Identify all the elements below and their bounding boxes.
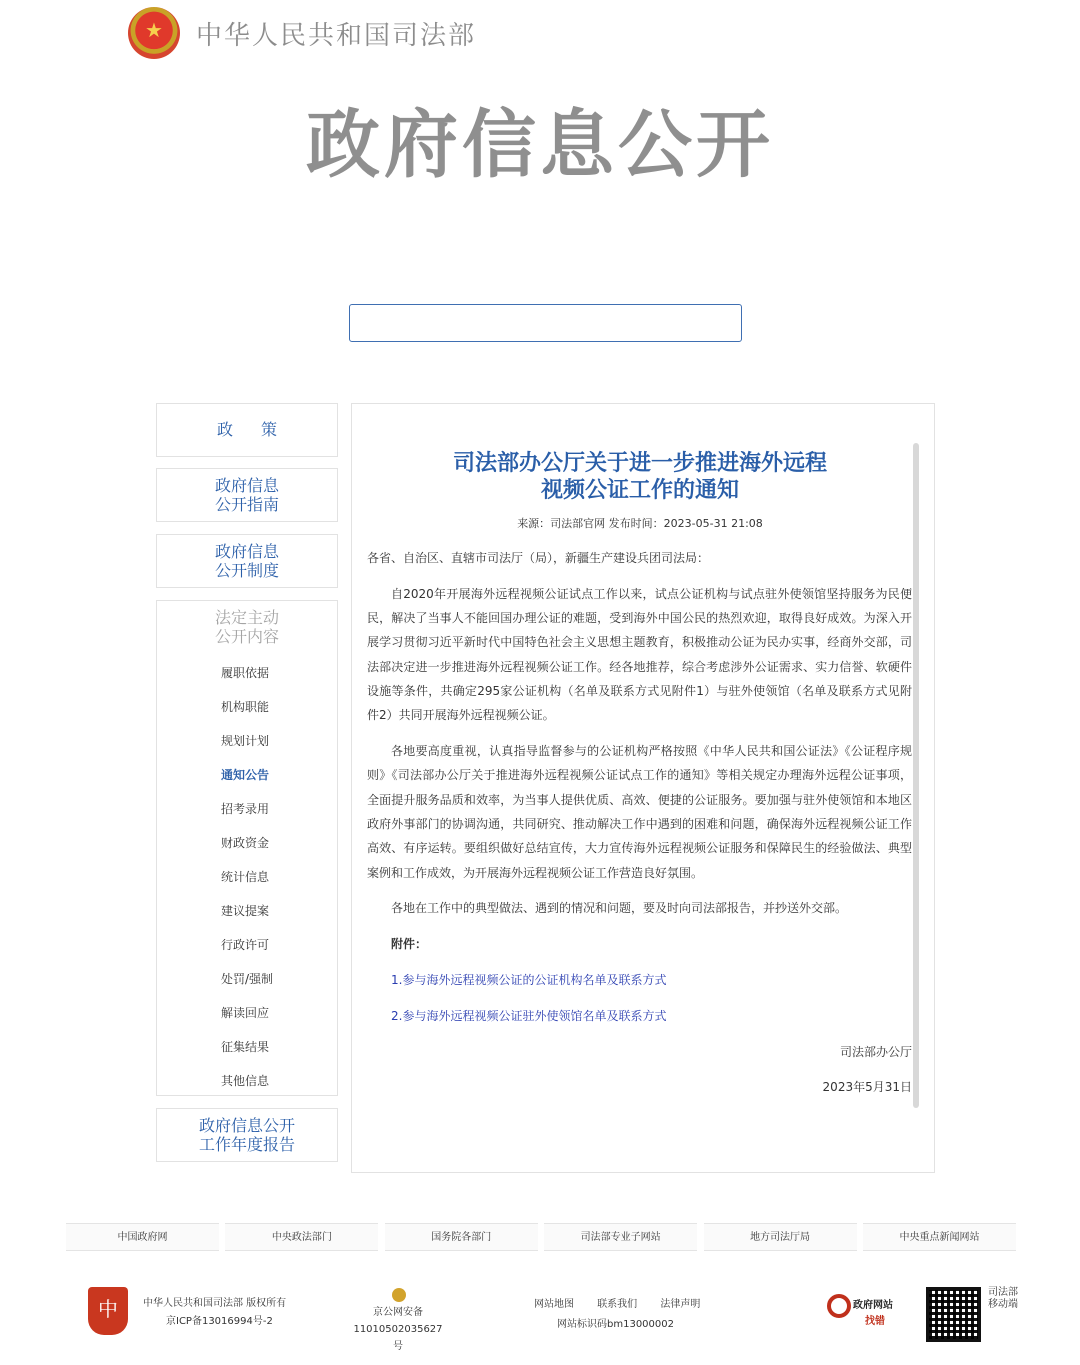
article-paragraph: 各地要高度重视，认真指导监督参与的公证机构严格按照《中华人民共和国公证法》《公证程序规则》《司法部办公厅关于推进海外远程视频公证试点工作的通知》等相关规定办理海外远程公证事项，全面提升服务品质和效率，为当事人提供优质、高效、便捷的公证服务。要加强与驻外使领馆和本地区政府外事部门的协调沟通，共同研究、推动解决工作中遇到的困难和问题，确保海外远程视频公证工作高效、有序运转。要组织做好总结宣传，大力宣传海外远程视频公证服务和保障民生的经验做法、典型案例和工作成效，为开展海外远程视频公证工作营造良好氛围。 (367, 744, 912, 880)
gov-site-error-report-badge[interactable] (825, 1292, 905, 1328)
nav-sub-item-current[interactable]: 通知公告 (221, 768, 270, 782)
nav-item-policy[interactable] (156, 403, 338, 457)
party-emblem-icon: 中 (88, 1287, 128, 1335)
nav-item-system[interactable] (156, 534, 338, 588)
article-salutation: 各省、自治区、直辖市司法厅（局），新疆生产建设兵团司法局： (367, 551, 710, 565)
nav-item-label: 公开指南 (214, 495, 279, 514)
article-signer: 司法部办公厅 (839, 1044, 912, 1059)
icp-link[interactable]: 京ICP备13016994号-2 (166, 1316, 273, 1327)
nav-item-label: 政府信息 (214, 476, 279, 495)
site-name[interactable]: 中华人民共和国司法部 (196, 20, 477, 51)
nav-sub-item[interactable]: 建议提案 (221, 904, 270, 918)
sitemap-link[interactable]: 网站地图 (534, 1299, 574, 1310)
contact-link[interactable]: 联系我们 (597, 1299, 638, 1310)
attachment-link-1[interactable]: 1.参与海外远程视频公证的公证机构名单及联系方式 (391, 972, 667, 987)
nav-item-label: 政府信息 (214, 542, 279, 561)
nav-item-annual-report[interactable] (156, 1108, 338, 1162)
article-title-line: 视频公证工作的通知 (540, 478, 739, 503)
nav-sub-item[interactable]: 处罚/强制 (221, 972, 274, 986)
attachment-link-2[interactable]: 2.参与海外远程视频公证驻外使领馆名单及联系方式 (391, 1008, 667, 1023)
related-link-select[interactable]: 中央重点新闻网站 (863, 1223, 1016, 1251)
site-code: 网站标识码bm13000002 (557, 1319, 674, 1330)
nav-sub-item[interactable]: 征集结果 (221, 1040, 270, 1054)
footer-copyright (143, 1295, 286, 1331)
legal-link[interactable]: 法律声明 (660, 1299, 701, 1310)
magnifier-icon (827, 1294, 851, 1318)
badge-text: 政府网站 (853, 1300, 893, 1311)
article-body (367, 546, 912, 1100)
article-paragraph: 自2020年开展海外远程视频公证试点工作以来，试点公证机构与试点驻外使领馆坚持服务为民便民，解决了当事人不能回国办理公证的难题，受到海外中国公民的热烈欢迎，取得良好成效。为深入开展学习贯彻习近平新时代中国特色社会主义思想主题教育，积极推动公证为民办实事，经商外交部，司法部决定进一步推进海外远程视频公证工作。经各地推荐，综合考虑涉外公证需求、实力信誉、软硬件设施等条件，共确定295家公证机构（名单及联系方式见附件1）与驻外使领馆（名单及联系方式见附件2）共同开展海外远程视频公证。 (367, 586, 912, 723)
nav-item-label: 政府信息公开 (198, 1116, 295, 1135)
page-title: 政府信息公开 (306, 102, 774, 188)
badge-text: 找错 (865, 1316, 885, 1327)
national-emblem-icon (128, 7, 180, 59)
nav-sub-item[interactable]: 履职依据 (221, 666, 270, 680)
article-paragraph: 各地在工作中的典型做法、遇到的情况和问题，要及时向司法部报告，并抄送外交部。 (391, 901, 848, 916)
nav-sub-item[interactable]: 其他信息 (221, 1074, 270, 1088)
nav-sub-item[interactable]: 规划计划 (221, 734, 270, 748)
police-badge-icon (392, 1288, 406, 1302)
nav-sub-item[interactable]: 招考录用 (221, 802, 270, 816)
police-record-number: 11010502035627号 (353, 1324, 443, 1352)
copyright-text: 中华人民共和国司法部 版权所有 (143, 1298, 287, 1309)
nav-group-label[interactable]: 法定主动 (214, 608, 279, 627)
qr-code-icon (926, 1287, 981, 1342)
site-header[interactable] (128, 4, 476, 62)
related-link-select[interactable]: 中央政法部门 (225, 1223, 378, 1251)
footer-police-record[interactable] (350, 1304, 446, 1355)
nav-sub-list (157, 656, 337, 1098)
qr-label-line: 移动端 (988, 1299, 1018, 1310)
nav-item-label: 公开制度 (214, 561, 279, 580)
attachments-label: 附件： (391, 937, 428, 952)
article-date: 2023年5月31日 (822, 1080, 912, 1095)
article-title (366, 450, 914, 504)
nav-item-guide[interactable] (156, 468, 338, 522)
nav-sub-item[interactable]: 解读回应 (221, 1006, 270, 1020)
nav-sub-item[interactable]: 机构职能 (221, 700, 270, 714)
nav-sub-item[interactable]: 财政资金 (221, 836, 270, 850)
article-title-line: 司法部办公厅关于进一步推进海外远程 (452, 451, 827, 476)
related-link-select[interactable]: 国务院各部门 (385, 1223, 538, 1251)
nav-item-label: 政策 (216, 420, 305, 439)
qr-label-line: 司法部 (988, 1287, 1018, 1298)
police-record-label: 京公网安备 (373, 1307, 423, 1318)
related-link-select[interactable]: 司法部专业子网站 (544, 1223, 697, 1251)
related-link-select[interactable]: 地方司法厅局 (704, 1223, 857, 1251)
nav-sub-item[interactable]: 行政许可 (221, 938, 270, 952)
nav-group-label[interactable]: 公开内容 (214, 627, 279, 646)
nav-group-active-disclosure (156, 600, 338, 1096)
related-links-bar (66, 1223, 1016, 1251)
nav-sub-item[interactable]: 统计信息 (221, 870, 270, 884)
mobile-qr-label (988, 1287, 1018, 1311)
article-scrollbar[interactable] (913, 443, 919, 1108)
related-link-select[interactable]: 中国政府网 (66, 1223, 219, 1251)
nav-item-label: 工作年度报告 (198, 1135, 295, 1154)
article-meta: 来源：司法部官网 发布时间：2023-05-31 21:08 (517, 517, 763, 530)
footer-links (534, 1295, 720, 1310)
search-input[interactable] (349, 304, 742, 342)
